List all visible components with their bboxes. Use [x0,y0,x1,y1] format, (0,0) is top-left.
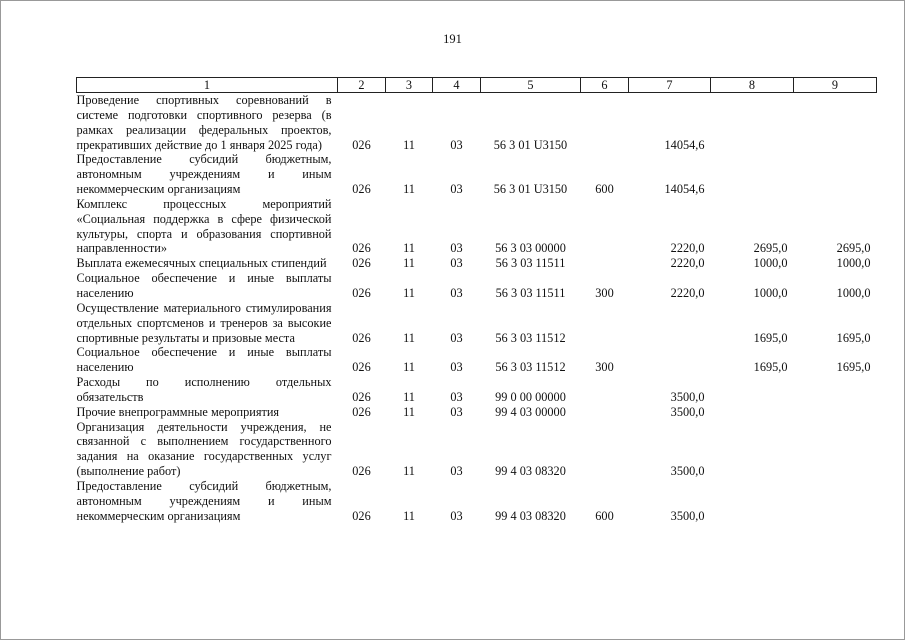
amount-col8 [711,420,794,479]
amount-col7: 3500,0 [670,464,705,479]
table-row [77,197,877,256]
table-row [77,479,877,524]
amount-col7 [629,301,711,346]
section-code: 11 [403,241,415,256]
amount-col9 [794,375,877,405]
amount-col7: 3500,0 [670,404,705,419]
amount-col9 [794,152,877,197]
amount-col8 [711,152,794,197]
section-code: 11 [403,137,415,152]
table-row [77,301,877,346]
row-description: Прочие внепрограммные мероприятия [76,404,280,419]
column-header: 3 [386,78,433,93]
subsection-code: 03 [450,464,463,479]
table-row [77,375,877,405]
expense-type-code [581,301,629,346]
subsection-code: 03 [450,330,463,345]
subsection-code: 03 [450,508,463,523]
expense-type-code: 300 [595,360,614,375]
target-article-code: 56 3 01 U3150 [493,137,568,152]
column-header: 8 [711,78,794,93]
target-article-code: 56 3 03 11511 [495,285,566,300]
amount-col9: 1695,0 [836,360,871,375]
column-header: 4 [433,78,481,93]
section-code: 11 [403,182,415,197]
expense-type-code: 600 [595,508,614,523]
amount-col9 [794,420,877,479]
table-row [77,152,877,197]
row-description: Выплата ежемесячных специальных стипендий [76,256,327,271]
admin-code: 026 [352,241,371,256]
column-header: 9 [794,78,877,93]
table-header [77,78,877,93]
budget-table [76,77,877,523]
target-article-code: 56 3 03 11512 [495,330,566,345]
admin-code: 026 [352,285,371,300]
section-code: 11 [403,389,415,404]
amount-col8 [711,93,794,153]
column-header: 5 [481,78,581,93]
amount-col9: 2695,0 [836,241,871,256]
row-description: Социальное обеспечение и иные выплаты населению [76,345,332,375]
amount-col8: 1695,0 [753,360,788,375]
section-code: 11 [403,285,415,300]
row-description: Расходы по исполнению отдельных обязательств [76,375,332,404]
section-code: 11 [403,404,415,419]
target-article-code: 99 4 03 00000 [495,404,566,419]
expense-type-code [581,420,629,479]
table-row [77,93,877,153]
amount-col9 [794,479,877,524]
target-article-code: 56 3 01 U3150 [493,182,568,197]
admin-code: 026 [352,360,371,375]
expense-type-code [581,405,629,420]
amount-col8: 1000,0 [753,256,788,271]
expense-type-code: 600 [595,182,614,197]
subsection-code: 03 [450,182,463,197]
row-description: Предоставление субсидий бюджетным, автономным учреждениям и иным некоммерческим организациям [76,152,332,197]
table-row [77,345,877,375]
subsection-code: 03 [450,404,463,419]
admin-code: 026 [352,256,371,271]
section-code: 11 [403,360,415,375]
amount-col9 [794,405,877,420]
admin-code: 026 [352,389,371,404]
target-article-code: 56 3 03 11511 [495,256,566,271]
table-row [77,271,877,301]
amount-col9: 1000,0 [836,256,871,271]
expense-type-code: 300 [595,285,614,300]
subsection-code: 03 [450,285,463,300]
amount-col7: 2220,0 [670,256,705,271]
subsection-code: 03 [450,256,463,271]
section-code: 11 [403,464,415,479]
amount-col7: 3500,0 [670,508,705,523]
amount-col7: 3500,0 [670,389,705,404]
section-code: 11 [403,508,415,523]
column-header: 1 [77,78,338,93]
row-description: Комплекс процессных мероприятий «Социальная поддержка в сфере физической культуры, спорта и образования спортивной направленности» [76,196,332,256]
amount-col8 [711,375,794,405]
column-header: 2 [338,78,386,93]
target-article-code: 99 4 03 08320 [495,464,566,479]
amount-col7 [629,345,711,375]
target-article-code: 56 3 03 00000 [495,241,566,256]
admin-code: 026 [352,464,371,479]
row-description: Организация деятельности учреждения, не связанной с выполнением государственного задания на оказание государственных услуг (выполнение работ) [76,419,332,479]
target-article-code: 99 0 00 00000 [495,389,566,404]
amount-col7: 2220,0 [670,241,705,256]
page-number: 191 [443,32,462,46]
expense-type-code [581,256,629,271]
amount-col8 [711,405,794,420]
amount-col7: 14054,6 [664,182,705,197]
amount-col8: 1695,0 [753,330,788,345]
table-row [77,256,877,271]
row-description: Социальное обеспечение и иные выплаты населению [76,271,332,300]
column-header: 6 [581,78,629,93]
subsection-code: 03 [450,360,463,375]
subsection-code: 03 [450,389,463,404]
admin-code: 026 [352,330,371,345]
target-article-code: 99 4 03 08320 [495,508,566,523]
subsection-code: 03 [450,137,463,152]
admin-code: 026 [352,404,371,419]
amount-col9: 1000,0 [836,285,871,300]
row-description: Проведение спортивных соревнований в системе подготовки спортивного резерва (в рамках реализации федеральных проектов, прекративших действие до 1 января 2025 года) [76,93,332,152]
section-code: 11 [403,256,415,271]
table-row [77,405,877,420]
row-description: Предоставление субсидий бюджетным, автономным учреждениям и иным некоммерческим организациям [76,478,332,523]
section-code: 11 [403,330,415,345]
row-description: Осуществление материального стимулирования отдельных спортсменов и тренеров за высокие спортивные результаты и призовые места [76,300,332,345]
admin-code: 026 [352,182,371,197]
admin-code: 026 [352,137,371,152]
amount-col8: 1000,0 [753,285,788,300]
subsection-code: 03 [450,241,463,256]
amount-col8 [711,479,794,524]
expense-type-code [581,375,629,405]
expense-type-code [581,197,629,256]
table-row [77,420,877,479]
amount-col7: 2220,0 [670,285,705,300]
expense-type-code [581,93,629,153]
amount-col9: 1695,0 [836,330,871,345]
amount-col9 [794,93,877,153]
target-article-code: 56 3 03 11512 [495,360,566,375]
admin-code: 026 [352,508,371,523]
amount-col7: 14054,6 [664,137,705,152]
column-header: 7 [629,78,711,93]
amount-col8: 2695,0 [753,241,788,256]
